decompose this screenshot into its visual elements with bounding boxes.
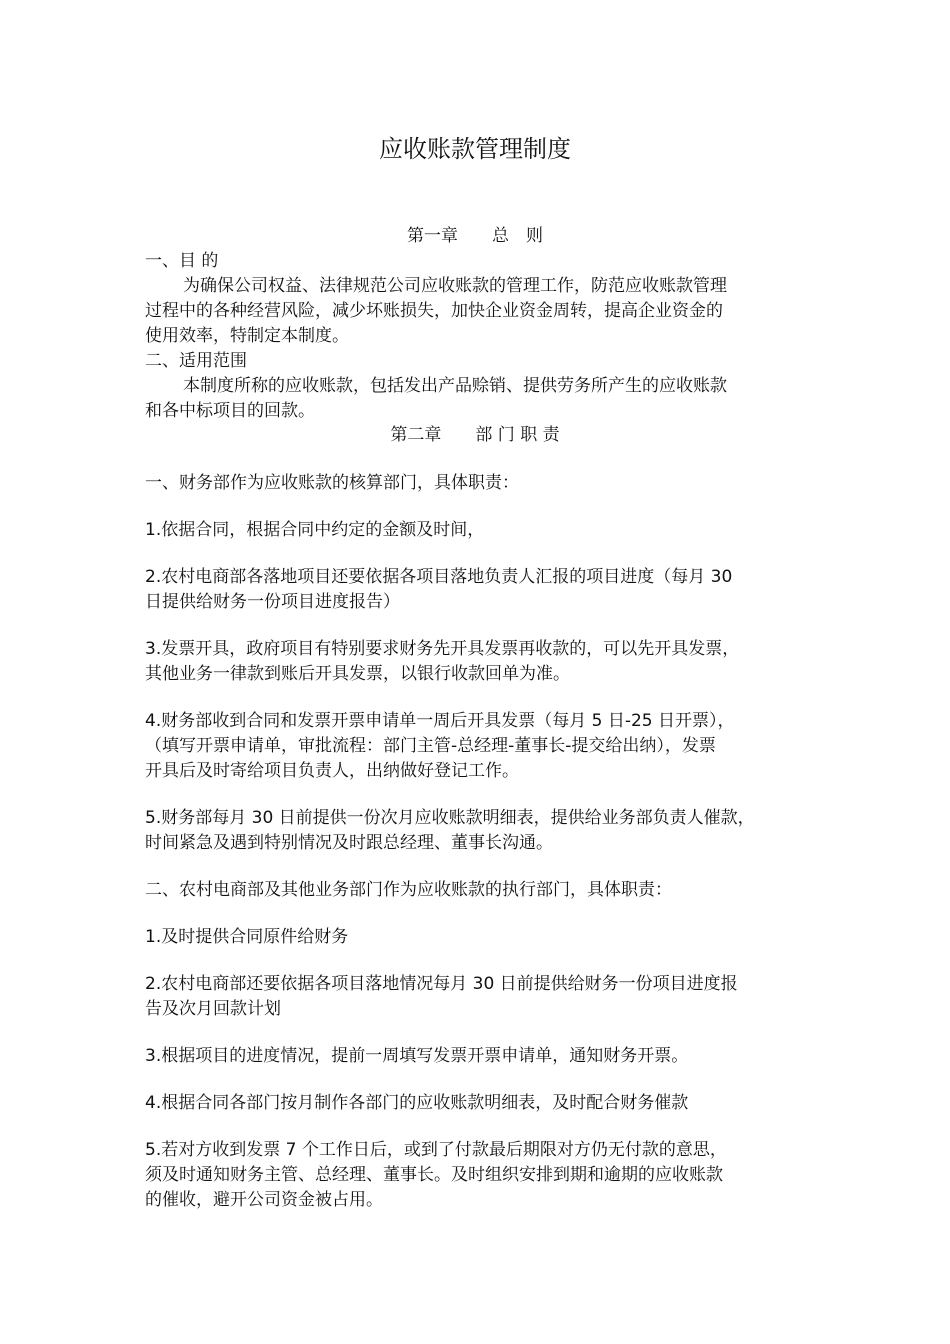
list-item-continuation: 开具后及时寄给项目负责人，出纳做好登记工作。 [145,761,519,781]
list-item-continuation: 日提供给财务一份项目进度报告） [145,592,400,612]
list-item: 5.若对方收到发票 7 个工作日后，或到了付款最后期限对方仍无付款的意思， [145,1140,727,1160]
list-item: 1.依据合同，根据合同中约定的金额及时间， [145,520,485,540]
chapter-1-heading: 第一章 总 则 [407,226,543,246]
paragraph-line: 本制度所称的应收账款，包括发出产品赊销、提供劳务所产生的应收账款 [183,376,727,396]
part-1-heading: 一、财务部作为应收账款的核算部门，具体职责： [145,473,519,493]
document-title: 应收账款管理制度 [379,135,571,163]
list-item-continuation: 其他业务一律款到账后开具发票，以银行收款回单为准。 [145,664,570,684]
list-item: 2.农村电商部各落地项目还要依据各项目落地负责人汇报的项目进度（每月 30 [145,567,733,587]
chapter-2-heading: 第二章 部 门 职 责 [390,425,560,445]
section-1-heading: 一、目 的 [145,251,219,271]
list-item: 3.发票开具，政府项目有特别要求财务先开具发票再收款的，可以先开具发票， [145,639,740,659]
list-item-continuation: 的催收，避开公司资金被占用。 [145,1190,383,1210]
list-item: 4.财务部收到合同和发票开票申请单一周后开具发票（每月 5 日-25 日开票）， [145,711,735,731]
list-item-continuation: 时间紧急及遇到特别情况及时跟总经理、董事长沟通。 [145,833,553,853]
list-item-continuation: 告及次月回款计划 [145,999,281,1019]
paragraph-line: 过程中的各种经营风险，减少坏账损失，加快企业资金周转，提高企业资金的 [145,301,723,321]
list-item: 5.财务部每月 30 日前提供一份次月应收账款明细表，提供给业务部负责人催款， [145,808,755,828]
list-item-continuation: 须及时通知财务主管、总经理、董事长。及时组织安排到期和逾期的应收账款 [145,1165,723,1185]
paragraph-line: 和各中标项目的回款。 [145,401,315,421]
section-2-heading: 二、适用范围 [145,351,247,371]
list-item: 2.农村电商部还要依据各项目落地情况每月 30 日前提供给财务一份项目进度报 [145,974,738,994]
list-item: 4.根据合同各部门按月制作各部门的应收账款明细表，及时配合财务催款 [145,1093,689,1113]
paragraph-line: 为确保公司权益、法律规范公司应收账款的管理工作，防范应收账款管理 [183,276,727,296]
part-2-heading: 二、农村电商部及其他业务部门作为应收账款的执行部门，具体职责： [145,880,672,900]
list-item-continuation: （填写开票申请单，审批流程：部门主管-总经理-董事长-提交给出纳），发票 [145,736,716,756]
list-item: 3.根据项目的进度情况，提前一周填写发票开票申请单，通知财务开票。 [145,1046,689,1066]
list-item: 1.及时提供合同原件给财务 [145,927,349,947]
paragraph-line: 使用效率，特制定本制度。 [145,326,349,346]
